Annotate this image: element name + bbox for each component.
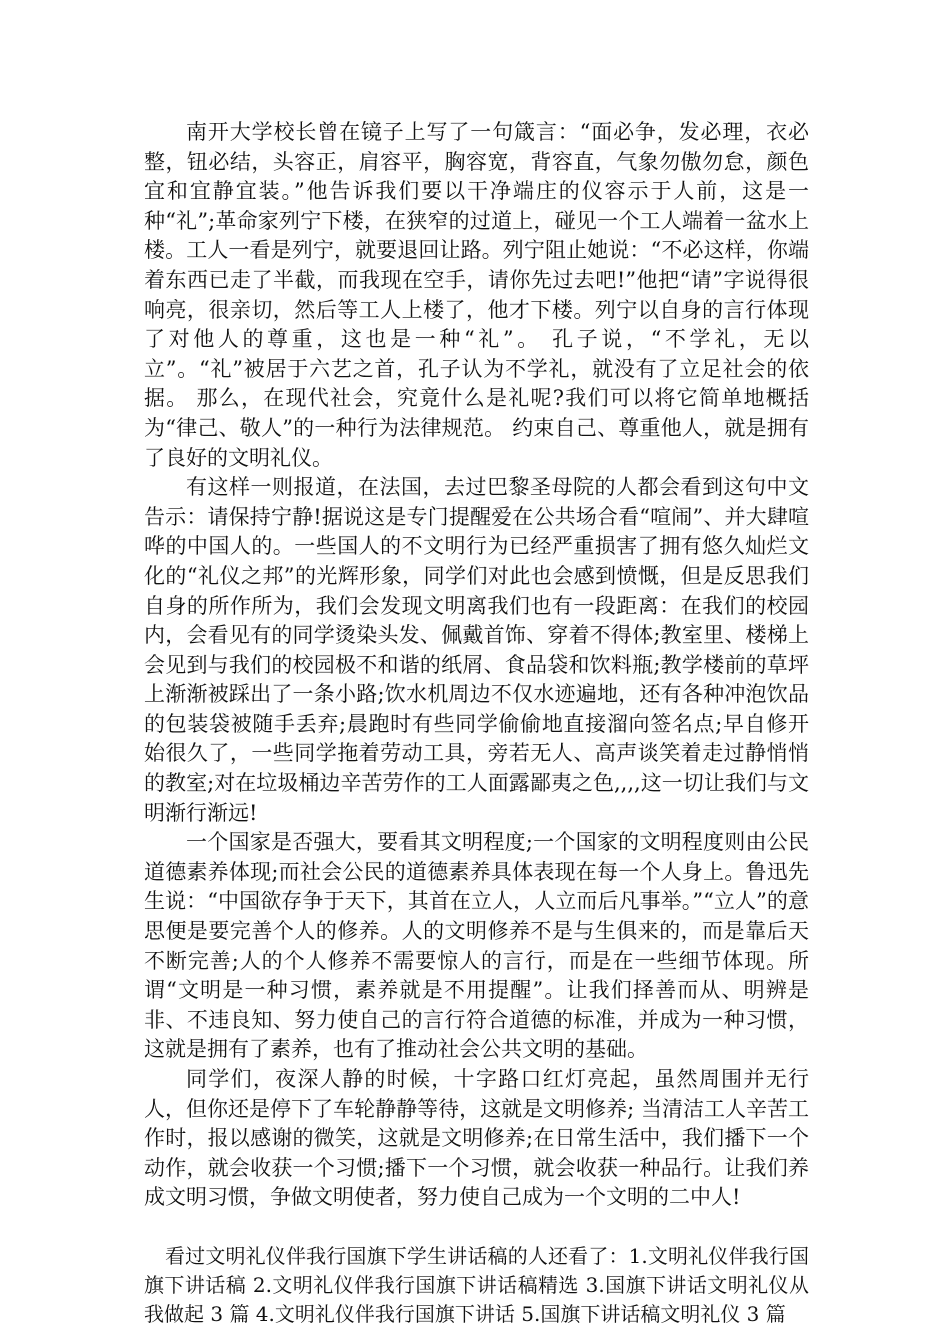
related-articles: 看过文明礼仪伴我行国旗下学生讲话稿的人还看了：1.文明礼仪伴我行国旗下讲话稿 2.文明礼仪伴我行国旗下讲话稿精选 3.国旗下讲话文明礼仪从我做起 3 篇 4.文明礼仪伴我行国旗下讲话 5.国旗下讲话稿文明礼仪 3 篇	[144, 1243, 809, 1326]
paragraph-national-civility: 一个国家是否强大，要看其文明程度;一个国家的文明程度则由公民道德素养体现;而社会公民的道德素养具体表现在每一个人身上。鲁迅先生说：“中国欲存争于天下，其首在立人，人立而后凡事举。”“立人”的意思便是要完善个人的修养。人的文明修养不是与生俱来的，而是靠后天不断完善;人的个人修养不需要惊人的言行，而是在一些细节体现。所谓“文明是一种习惯，素养就是不用提醒”。让我们择善而从、明辨是非、不违良知、努力使自己的言行符合道德的标准，并成为一种习惯，这就是拥有了素养，也有了推动社会公共文明的基础。	[144, 830, 809, 1062]
paragraph-uncivil-behavior: 有这样一则报道，在法国，去过巴黎圣母院的人都会看到这句中文告示：请保持宁静!据说这是专门提醒爱在公共场合看“喧闹”、并大肆喧哗的中国人的。一些国人的不文明行为已经严重损害了拥有悠久灿烂文化的“礼仪之邦”的光辉形象，同学们对此也会感到愤慨，但是反思我们自身的所作所为，我们会发现文明离我们也有一段距离：在我们的校园内，会看见有的同学烫染头发、佩戴首饰、穿着不得体;教室里、楼梯上会见到与我们的校园极不和谐的纸屑、食品袋和饮料瓶;教学楼前的草坪上渐渐被踩出了一条小路;饮水机周边不仅水迹遍地，还有各种冲泡饮品的包装袋被随手丢弃;晨跑时有些同学偷偷地直接溜向签名点;早自修开始很久了，一些同学拖着劳动工具，旁若无人、高声谈笑着走过静悄悄的教室;对在垃圾桶边辛苦劳作的工人面露鄙夷之色,,,,这一切让我们与文明渐行渐远!	[144, 475, 809, 825]
document-body	[144, 118, 809, 1329]
paragraph-etiquette-definition: 南开大学校长曾在镜子上写了一句箴言：“面必争，发必理，衣必整，钮必结，头容正，肩容平，胸容宽，背容直，气象勿傲勿怠，颜色宜和宜静宜装。”他告诉我们要以干净端庄的仪容示于人前，这是一种“礼”;革命家列宁下楼，在狭窄的过道上，碰见一个工人端着一盆水上楼。工人一看是列宁，就要退回让路。列宁阻止她说：“不必这样，你端着东西已走了半截，而我现在空手，请你先过去吧!”他把“请”字说得很响亮，很亲切，然后等工人上楼了，他才下楼。列宁以自身的言行体现了对他人的尊重，这也是一种“礼”。 孔子说，“不学礼，无以立”。“礼”被居于六艺之首，孔子认为不学礼，就没有了立足社会的依据。 那么，在现代社会，究竟什么是礼呢?我们可以将它简单地概括为“律己、敬人”的一种行为法律规范。 约束自己、尊重他人，就是拥有了良好的文明礼仪。	[144, 120, 809, 470]
paragraph-closing-appeal: 同学们，夜深人静的时候，十字路口红灯亮起，虽然周围并无行人，但你还是停下了车轮静静等待，这就是文明修养; 当清洁工人辛苦工作时，报以感谢的微笑，这就是文明修养;在日常生活中，我们播下一个动作，就会收获一个习惯;播下一个习惯，就会收获一种品行。让我们养成文明习惯，争做文明使者，努力使自己成为一个文明的二中人!	[144, 1067, 809, 1210]
